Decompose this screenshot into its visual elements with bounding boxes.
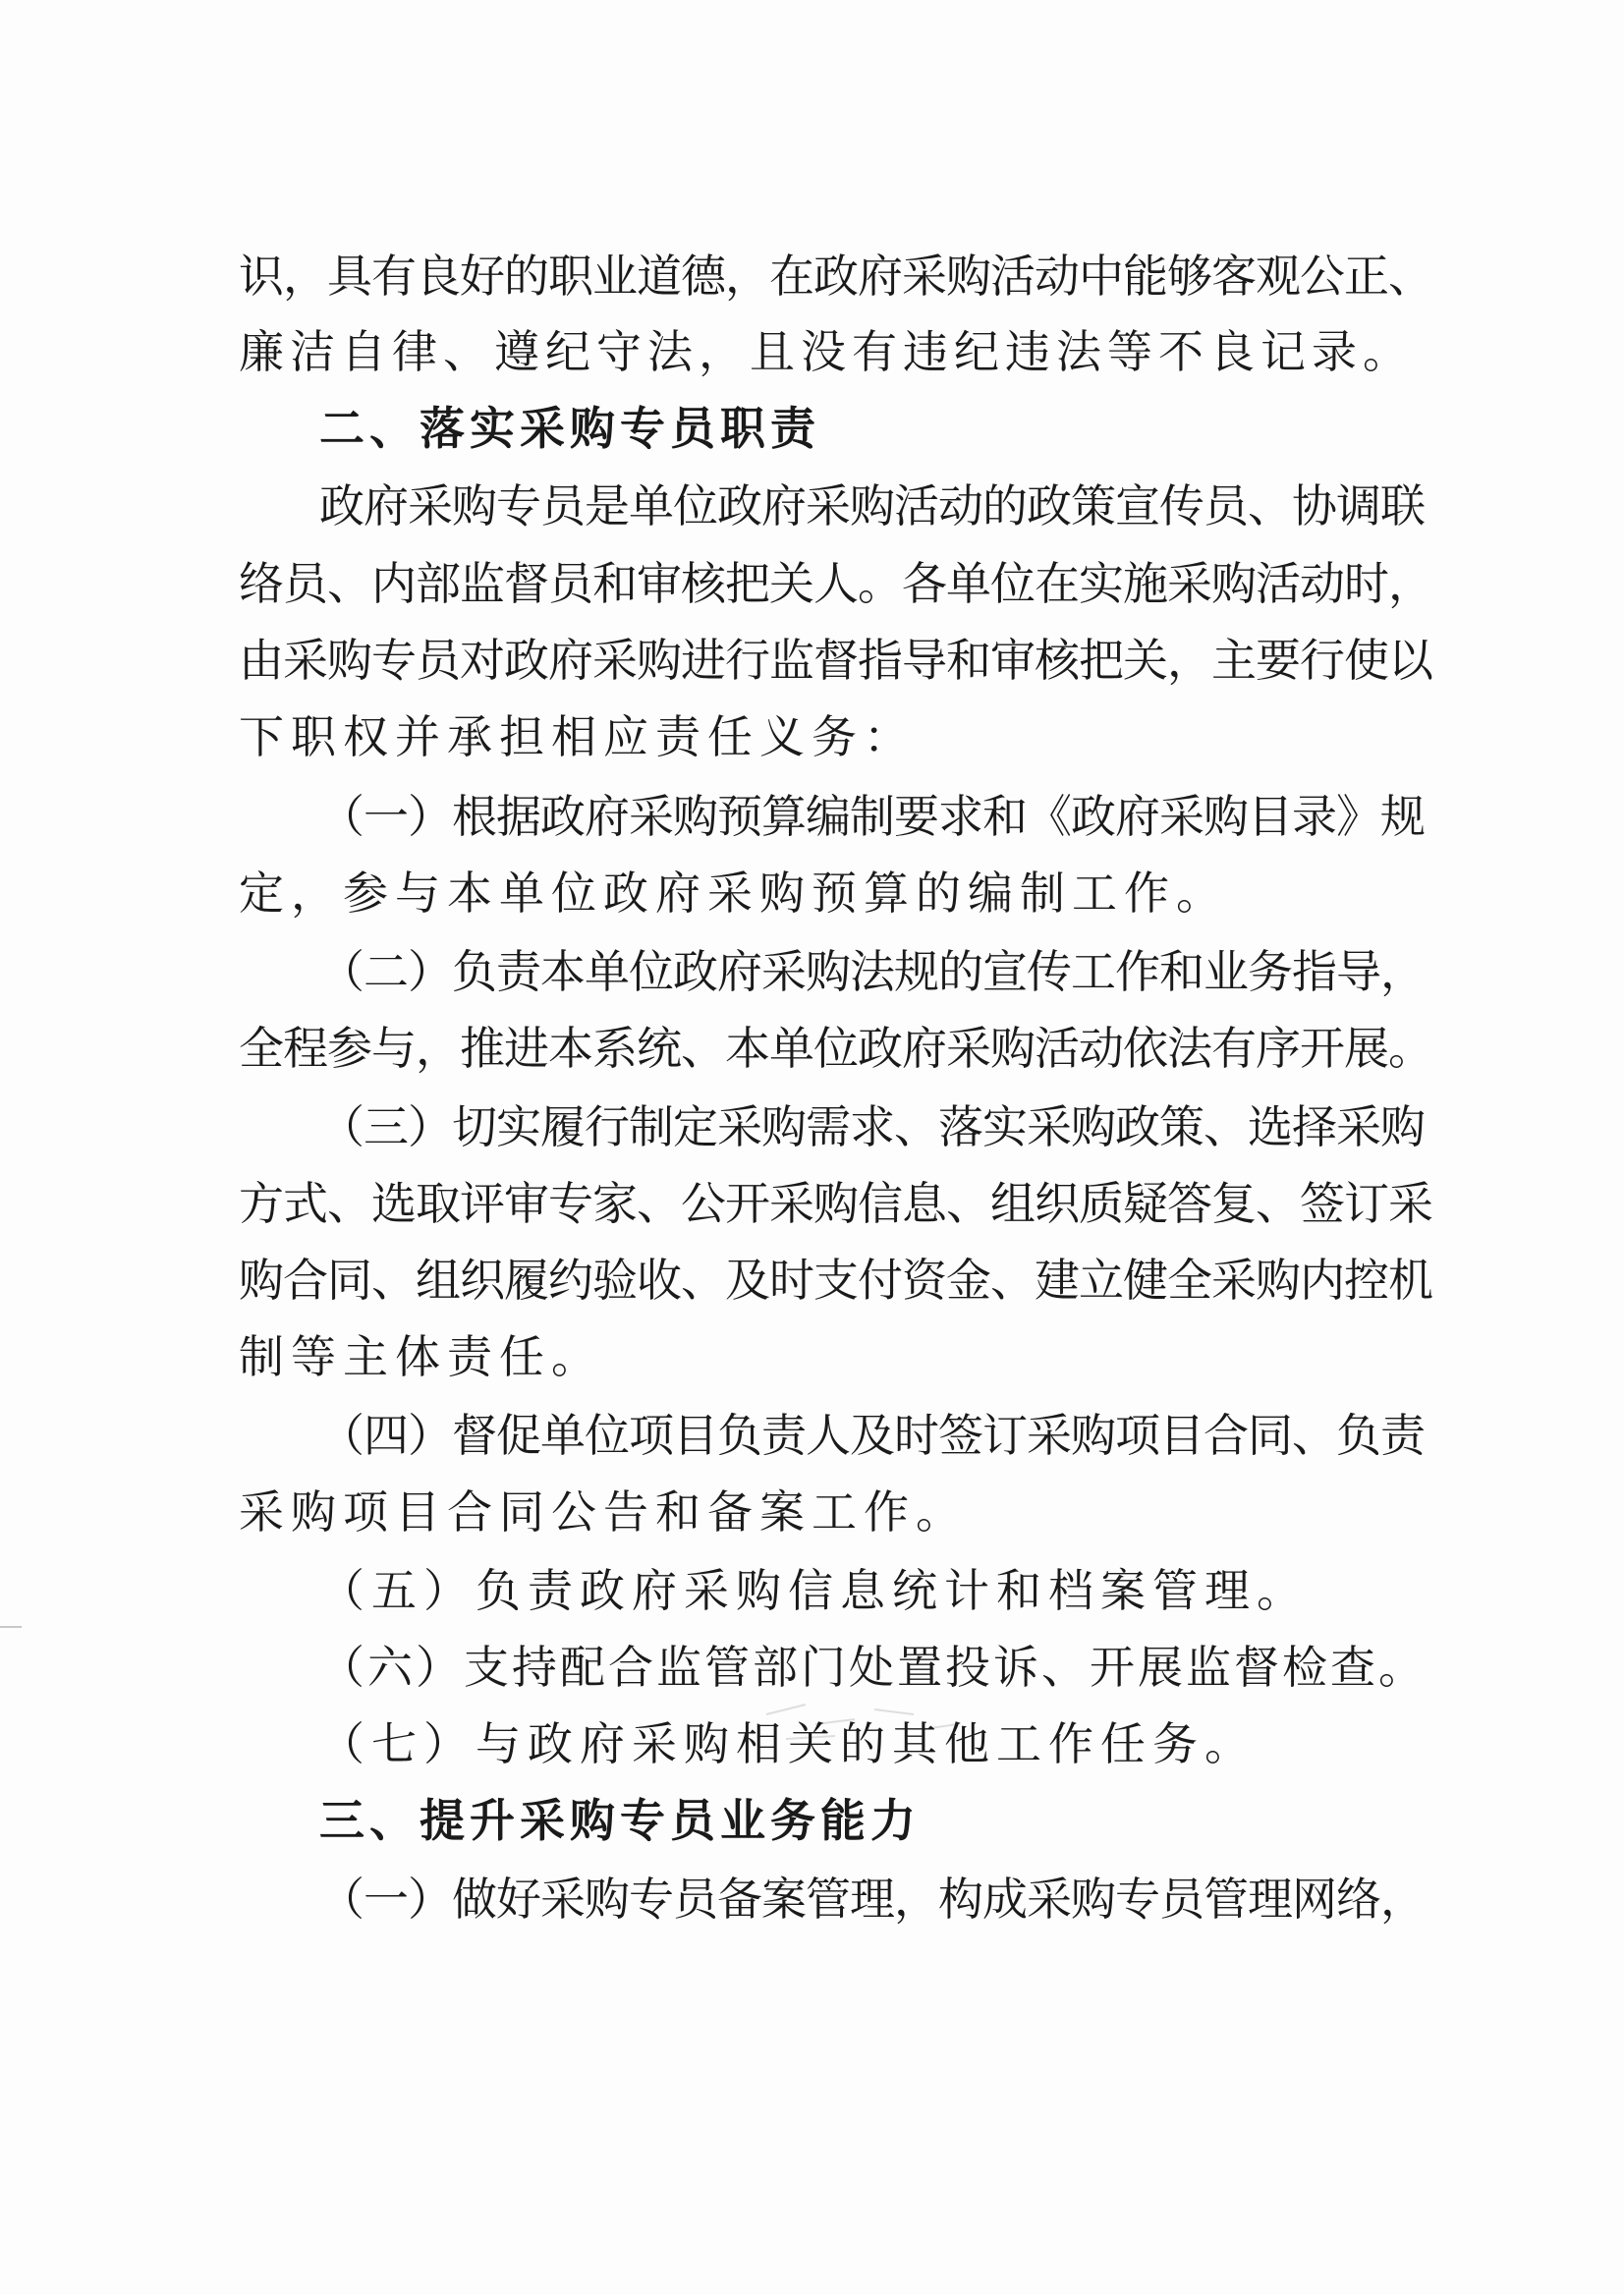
body-line: （七）与政府采购相关的其他工作任务。 — [319, 1717, 1257, 1770]
body-line: （五）负责政府采购信息统计和档案管理。 — [319, 1564, 1309, 1617]
section-heading: 三、提升采购专员业务能力 — [319, 1794, 921, 1847]
body-line: 全程参与，推进本系统、本单位政府采购活动依法有序开展。 — [239, 1022, 1432, 1075]
body-line: （一）做好采购专员备案管理，构成采购专员管理网络， — [319, 1873, 1425, 1926]
body-line: （四）督促单位项目负责人及时签订采购项目合同、负责 — [319, 1409, 1425, 1462]
body-line: （二）负责本单位政府采购法规的宣传工作和业务指导， — [319, 945, 1425, 998]
body-line: 政府采购专员是单位政府采购活动的政策宣传员、协调联 — [319, 479, 1425, 532]
body-line: 购合同、组织履约验收、及时支付资金、建立健全采购内控机 — [239, 1254, 1432, 1307]
binding-margin-mark — [0, 1626, 22, 1628]
body-line: （六）支持配合监管部门处置投诉、开展监督检查。 — [319, 1641, 1427, 1694]
body-line: （三）切实履行制定采购需求、落实采购政策、选择采购 — [319, 1100, 1425, 1153]
body-line: 下职权并承担相应责任义务： — [239, 710, 916, 763]
section-heading: 二、落实采购专员职责 — [319, 402, 820, 455]
body-line: 方式、选取评审专家、公开采购信息、组织质疑答复、签订采 — [239, 1177, 1432, 1230]
body-line: 制等主体责任。 — [239, 1330, 603, 1383]
body-line: 由采购专员对政府采购进行监督指导和审核把关，主要行使以 — [239, 634, 1432, 687]
body-line: （一）根据政府采购预算编制要求和《政府采购目录》规 — [319, 790, 1425, 843]
body-line: 廉洁自律、遵纪守法，且没有违纪违法等不良记录。 — [239, 325, 1414, 378]
body-line: 定，参与本单位政府采购预算的编制工作。 — [239, 867, 1228, 920]
body-line: 采购项目合同公告和备案工作。 — [239, 1485, 968, 1539]
body-line: 络员、内部监督员和审核把关人。各单位在实施采购活动时， — [239, 557, 1432, 610]
body-line: 识，具有良好的职业道德，在政府采购活动中能够客观公正、 — [239, 250, 1432, 303]
